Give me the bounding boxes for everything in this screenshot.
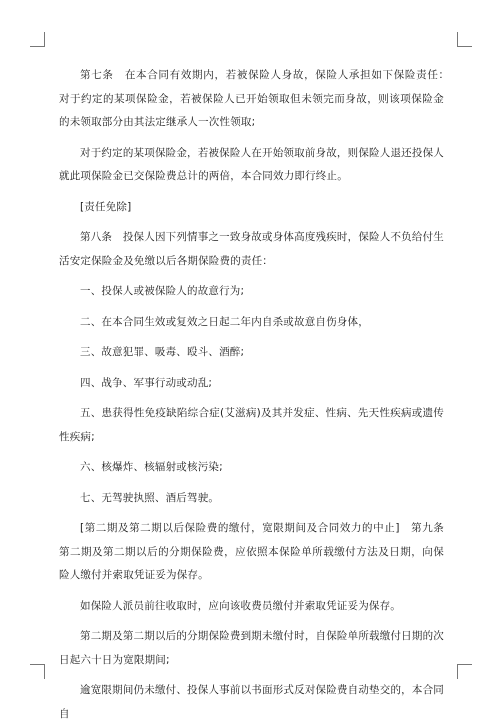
crop-mark-bottom-left: [30, 664, 45, 679]
section-heading-exclusions: [责任免除]: [80, 200, 132, 213]
exclusion-item-1: 一、投保人或被保险人的故意行为;: [80, 285, 245, 297]
crop-mark-bottom-right: [457, 664, 472, 679]
exclusion-item-5: 五、患获得性免疫缺陷综合症(艾滋病)及其并发症、性病、先天性疾病或遗传性疾病;: [59, 407, 444, 443]
paragraph-article-7: 第七条 在本合同有效期内，若被保险人身故，保险人承担如下保险责任： 对于约定的某项保险金，若被保险人已开始领取但未领完而身故，则该项保险金的未领取部分由其法定继承人一次性领取;: [59, 69, 455, 128]
exclusion-item-4: 四、战争、军事行动或动乱;: [80, 376, 213, 389]
crop-mark-top-right: [457, 32, 472, 47]
paragraph-overdue: 逾宽限期间仍未缴付、投保人事前以书面形式反对保险费自动垫交的，本合同自: [59, 684, 444, 720]
document-body: [59, 64, 455, 726]
paragraph-article-9: [第二期及第二期以后保险费的缴付，宽限期间及合同效力的中止] 第九条 第二期及第二期以后的分期保险费，应依照本保险单所载缴付方法及日期，向保险人缴付并索取凭证妥为保存。: [59, 522, 455, 581]
crop-mark-top-left: [30, 32, 45, 47]
paragraph-collector-payment: 如保险人派员前往收取时，应向该收费员缴付并索取凭证妥为保存。: [80, 599, 401, 612]
paragraph-article-7-refund: 对于约定的某项保险金，若被保险人在开始领取前身故，则保险人退还投保人就此项保险金已交保险费总计的两倍，本合同效力即行终止。: [59, 146, 444, 182]
exclusion-item-7: 七、无驾驶执照、酒后驾驶。: [80, 491, 220, 504]
exclusion-item-6: 六、核爆炸、核辐射或核污染;: [80, 461, 223, 473]
exclusion-item-3: 三、故意犯罪、吸毒、殴斗、酒醉;: [80, 346, 245, 358]
paragraph-grace-period: 第二期及第二期以后的分期保险费到期未缴付时，自保险单所载缴付日期的次日起六十日为宽限期间;: [59, 630, 444, 666]
exclusion-item-2: 二、在本合同生效或复效之日起二年内自杀或故意自伤身体，: [80, 315, 369, 328]
paragraph-article-8: 第八条 投保人因下列情事之一致身故或身体高度残疾时，保险人不负给付生活安定保险金及免缴以后各期保险费的责任：: [59, 231, 444, 267]
